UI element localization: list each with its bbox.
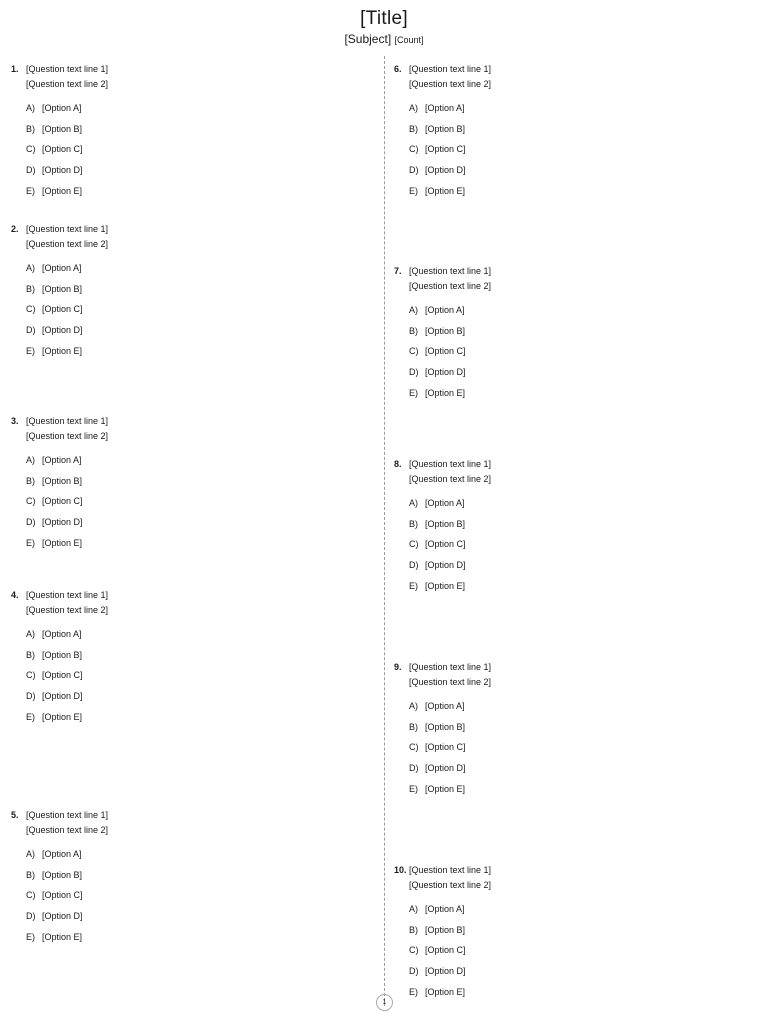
option-letter: A) [409, 904, 418, 915]
question-body [26, 414, 361, 553]
answer-option[interactable] [409, 160, 739, 181]
question-1 [11, 62, 361, 201]
question-stem-line: [Question text line 2] [409, 473, 492, 484]
question-stem-line: [Question text line 1] [26, 590, 109, 600]
option-text: [Option E] [42, 711, 83, 722]
option-text: [Option D] [425, 763, 466, 774]
option-text: [Option D] [42, 165, 83, 176]
option-text: [Option E] [425, 986, 466, 997]
answer-option[interactable] [26, 450, 361, 471]
answer-option[interactable] [409, 493, 739, 514]
question-body [409, 457, 739, 596]
option-text: [Option B] [42, 869, 83, 880]
option-text: [Option D] [42, 517, 83, 528]
option-letter: C) [26, 496, 36, 507]
option-letter: A) [26, 455, 35, 466]
answer-option[interactable] [409, 899, 739, 920]
question-5 [11, 808, 361, 947]
option-text: [Option E] [42, 185, 83, 196]
question-number: 8. [394, 459, 402, 469]
question-stem [409, 863, 739, 892]
option-letter: C) [409, 346, 419, 357]
answer-option[interactable] [409, 920, 739, 941]
option-text: [Option C] [425, 539, 466, 550]
option-letter: E) [409, 783, 418, 794]
answer-option[interactable] [409, 383, 739, 404]
option-text: [Option A] [425, 103, 465, 114]
option-letter: E) [409, 580, 418, 591]
answer-option[interactable] [409, 119, 739, 140]
answer-option[interactable] [26, 512, 361, 533]
question-4 [11, 588, 361, 727]
question-stem [26, 808, 361, 837]
answer-option[interactable] [26, 533, 361, 554]
question-stem [26, 222, 361, 251]
question-body [409, 264, 739, 403]
question-stem-line: [Question text line 1] [26, 416, 109, 426]
answer-option[interactable] [409, 534, 739, 555]
answer-option[interactable] [409, 181, 739, 202]
question-stem-line: [Question text line 1] [409, 865, 492, 875]
question-2 [11, 222, 361, 361]
question-stem-line: [Question text line 1] [26, 224, 109, 234]
option-text: [Option A] [42, 455, 82, 466]
answer-option[interactable] [26, 471, 361, 492]
answer-option[interactable] [409, 514, 739, 535]
option-text: [Option E] [425, 185, 466, 196]
answer-options [26, 624, 361, 727]
question-stem-line: [Question text line 1] [26, 64, 109, 74]
option-text: [Option E] [42, 345, 83, 356]
option-text: [Option E] [42, 537, 83, 548]
option-text: [Option B] [425, 123, 466, 134]
option-letter: A) [26, 103, 35, 114]
option-letter: E) [409, 986, 418, 997]
question-stem-line: [Question text line 2] [26, 824, 109, 835]
question-body [409, 863, 739, 1002]
option-letter: C) [26, 890, 36, 901]
option-letter: B) [409, 518, 418, 529]
answer-option[interactable] [409, 362, 739, 383]
option-text: [Option E] [425, 580, 466, 591]
option-text: [Option A] [42, 103, 82, 114]
answer-options [409, 300, 739, 403]
option-text: [Option A] [42, 263, 82, 274]
option-text: [Option A] [425, 498, 465, 509]
option-letter: D) [26, 517, 36, 528]
option-text: [Option A] [425, 904, 465, 915]
option-text: [Option D] [42, 691, 83, 702]
question-stem-line: [Question text line 2] [26, 78, 109, 89]
option-text: [Option D] [425, 966, 466, 977]
option-letter: E) [26, 931, 35, 942]
question-stem-line: [Question text line 2] [409, 280, 492, 291]
option-letter: E) [26, 537, 35, 548]
answer-option[interactable] [26, 865, 361, 886]
option-text: [Option C] [42, 890, 83, 901]
option-letter: B) [26, 649, 35, 660]
page-header [0, 8, 768, 46]
question-body [26, 588, 361, 727]
option-letter: B) [26, 283, 35, 294]
answer-options [26, 258, 361, 361]
option-text: [Option A] [42, 849, 82, 860]
option-text: [Option E] [425, 387, 466, 398]
option-letter: C) [409, 945, 419, 956]
option-text: [Option C] [42, 496, 83, 507]
option-letter: D) [26, 325, 36, 336]
option-text: [Option B] [42, 475, 83, 486]
answer-options [26, 98, 361, 201]
answer-option[interactable] [409, 139, 739, 160]
option-letter: D) [409, 966, 419, 977]
answer-option[interactable] [26, 160, 361, 181]
subtitle-question-count: [Count] [394, 35, 424, 45]
answer-option[interactable] [409, 576, 739, 597]
question-number: 10. [394, 865, 407, 875]
question-stem [26, 588, 361, 617]
answer-option[interactable] [26, 181, 361, 202]
option-letter: B) [409, 123, 418, 134]
option-letter: C) [409, 742, 419, 753]
question-8 [394, 457, 739, 596]
option-letter: D) [26, 691, 36, 702]
question-number: 3. [11, 416, 19, 426]
option-text: [Option B] [42, 649, 83, 660]
question-stem [26, 414, 361, 443]
answer-option[interactable] [409, 961, 739, 982]
answer-options [26, 450, 361, 553]
option-letter: B) [409, 924, 418, 935]
option-text: [Option C] [425, 742, 466, 753]
question-6 [394, 62, 739, 201]
answer-option[interactable] [409, 758, 739, 779]
question-7 [394, 264, 739, 403]
answer-option[interactable] [26, 341, 361, 362]
answer-option[interactable] [409, 555, 739, 576]
answer-option[interactable] [26, 320, 361, 341]
option-text: [Option B] [425, 721, 466, 732]
question-body [26, 62, 361, 201]
answer-option[interactable] [409, 717, 739, 738]
question-stem [409, 457, 739, 486]
option-letter: D) [409, 165, 419, 176]
answer-option[interactable] [26, 645, 361, 666]
question-body [409, 660, 739, 799]
option-text: [Option D] [425, 560, 466, 571]
question-number: 5. [11, 810, 19, 820]
question-stem-line: [Question text line 1] [409, 662, 492, 672]
option-letter: B) [409, 721, 418, 732]
question-10 [394, 863, 739, 1002]
answer-option[interactable] [26, 299, 361, 320]
option-letter: E) [26, 185, 35, 196]
option-text: [Option C] [42, 670, 83, 681]
option-text: [Option C] [425, 945, 466, 956]
option-text: [Option D] [42, 325, 83, 336]
option-letter: A) [409, 305, 418, 316]
question-number: 9. [394, 662, 402, 672]
page-title: [Title] [360, 8, 408, 29]
answer-option[interactable] [26, 624, 361, 645]
answer-option[interactable] [26, 491, 361, 512]
option-letter: D) [26, 911, 36, 922]
option-text: [Option B] [42, 123, 83, 134]
option-letter: E) [409, 387, 418, 398]
option-letter: D) [409, 367, 419, 378]
option-text: [Option E] [425, 783, 466, 794]
option-text: [Option D] [425, 367, 466, 378]
option-text: [Option C] [425, 144, 466, 155]
question-3 [11, 414, 361, 553]
option-letter: C) [26, 670, 36, 681]
option-text: [Option E] [42, 931, 83, 942]
answer-options [409, 899, 739, 1002]
option-letter: B) [26, 123, 35, 134]
question-number: 6. [394, 64, 402, 74]
page-subtitle [0, 32, 768, 46]
answer-option[interactable] [26, 906, 361, 927]
question-9 [394, 660, 739, 799]
question-body [409, 62, 739, 201]
answer-option[interactable] [26, 665, 361, 686]
option-text: [Option B] [42, 283, 83, 294]
option-letter: B) [26, 869, 35, 880]
question-stem-line: [Question text line 1] [409, 266, 492, 276]
question-stem-line: [Question text line 2] [409, 879, 492, 890]
answer-options [26, 844, 361, 947]
option-text: [Option A] [425, 701, 465, 712]
answer-option[interactable] [409, 321, 739, 342]
option-text: [Option C] [425, 346, 466, 357]
question-stem [409, 62, 739, 91]
answer-option[interactable] [409, 940, 739, 961]
answer-option[interactable] [26, 885, 361, 906]
answer-option[interactable] [409, 300, 739, 321]
question-stem-line: [Question text line 2] [409, 78, 492, 89]
page-number: 1 [376, 994, 393, 1011]
answer-option[interactable] [26, 119, 361, 140]
question-stem-line: [Question text line 2] [26, 430, 109, 441]
question-number: 1. [11, 64, 19, 74]
option-letter: A) [409, 103, 418, 114]
question-number: 7. [394, 266, 402, 276]
option-text: [Option C] [42, 304, 83, 315]
question-body [26, 808, 361, 947]
question-stem-line: [Question text line 2] [26, 604, 109, 615]
answer-option[interactable] [409, 779, 739, 800]
option-letter: A) [409, 701, 418, 712]
question-stem-line: [Question text line 1] [409, 64, 492, 74]
question-stem [26, 62, 361, 91]
option-letter: B) [409, 325, 418, 336]
option-text: [Option C] [42, 144, 83, 155]
question-stem-line: [Question text line 2] [409, 676, 492, 687]
question-number: 2. [11, 224, 19, 234]
option-text: [Option B] [425, 518, 466, 529]
answer-option[interactable] [409, 341, 739, 362]
question-stem-line: [Question text line 2] [26, 238, 109, 249]
question-stem-line: [Question text line 1] [409, 459, 492, 469]
option-letter: D) [26, 165, 36, 176]
question-number: 4. [11, 590, 19, 600]
option-letter: C) [409, 539, 419, 550]
answer-options [409, 98, 739, 201]
option-letter: A) [26, 849, 35, 860]
option-letter: C) [26, 144, 36, 155]
option-text: [Option D] [42, 911, 83, 922]
answer-option[interactable] [26, 258, 361, 279]
option-letter: C) [26, 304, 36, 315]
answer-option[interactable] [26, 707, 361, 728]
answer-option[interactable] [26, 927, 361, 948]
answer-option[interactable] [26, 279, 361, 300]
answer-option[interactable] [409, 982, 739, 1003]
option-letter: A) [26, 629, 35, 640]
question-body [26, 222, 361, 361]
option-letter: D) [409, 560, 419, 571]
option-text: [Option B] [425, 924, 466, 935]
option-letter: A) [26, 263, 35, 274]
option-text: [Option A] [425, 305, 465, 316]
question-stem [409, 264, 739, 293]
option-text: [Option A] [42, 629, 82, 640]
option-letter: C) [409, 144, 419, 155]
subtitle-subject: [Subject] [344, 32, 392, 46]
option-letter: E) [26, 711, 35, 722]
option-letter: E) [409, 185, 418, 196]
option-letter: B) [26, 475, 35, 486]
answer-option[interactable] [409, 98, 739, 119]
answer-option[interactable] [409, 737, 739, 758]
question-stem-line: [Question text line 1] [26, 810, 109, 820]
option-text: [Option B] [425, 325, 466, 336]
question-stem [409, 660, 739, 689]
option-letter: E) [26, 345, 35, 356]
answer-option[interactable] [409, 696, 739, 717]
option-letter: A) [409, 498, 418, 509]
answer-option[interactable] [26, 98, 361, 119]
answer-options [409, 493, 739, 596]
option-text: [Option D] [425, 165, 466, 176]
answer-option[interactable] [26, 686, 361, 707]
answer-options [409, 696, 739, 799]
option-letter: D) [409, 763, 419, 774]
answer-option[interactable] [26, 139, 361, 160]
column-divider [384, 56, 385, 1006]
answer-option[interactable] [26, 844, 361, 865]
